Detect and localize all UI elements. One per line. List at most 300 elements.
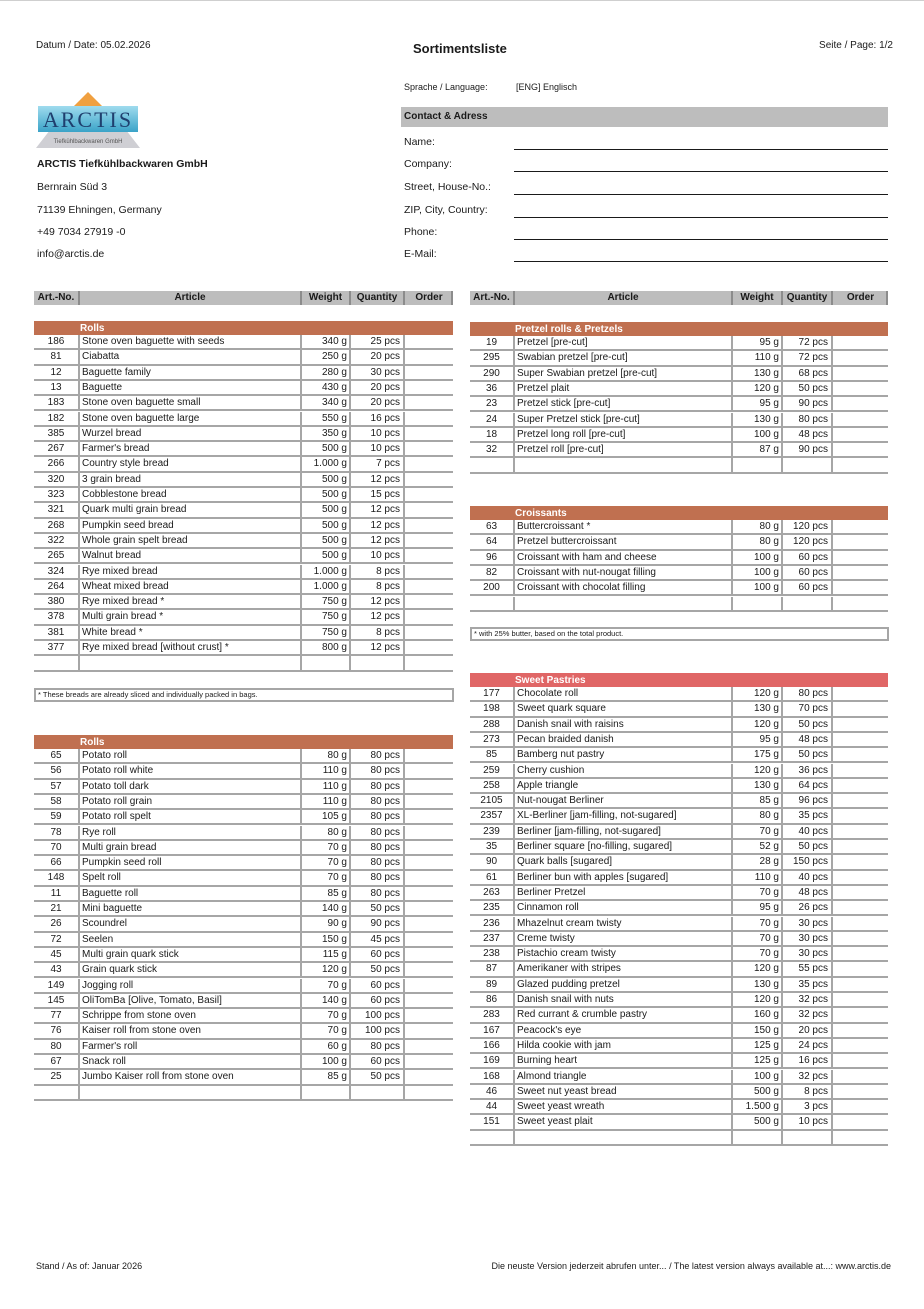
article-name [78,1086,300,1099]
article-quantity: 50 pcs [781,748,831,761]
column-header-article: Article [513,291,731,305]
article-name: Super Pretzel stick [pre-cut] [513,413,731,426]
company-email[interactable]: info@arctis.de [37,248,105,260]
table-row [34,427,453,442]
article-name: Mini baguette [78,902,300,915]
order-input[interactable] [403,749,453,762]
order-input[interactable] [403,519,453,532]
article-name: Schrippe from stone oven [78,1009,300,1022]
article-quantity: 36 pcs [781,764,831,777]
article-name [513,1131,731,1144]
article-quantity: 40 pcs [781,871,831,884]
table-row [34,396,453,411]
order-input[interactable] [831,764,888,777]
table-row [34,488,453,503]
column-header-weight: Weight [731,291,781,305]
order-input[interactable] [403,534,453,547]
article-name: Rye mixed bread [78,565,300,578]
article-weight: 100 g [300,1055,349,1068]
article-number: 385 [47,427,65,439]
article-quantity: 80 pcs [349,871,403,884]
table-row [470,886,888,901]
table-row [470,566,888,581]
order-input[interactable] [831,932,888,945]
article-weight: 70 g [731,917,781,930]
article-weight: 110 g [300,764,349,777]
article-name: Snack roll [78,1055,300,1068]
order-input[interactable] [403,963,453,976]
article-number: 235 [483,902,500,914]
table-row [470,702,888,717]
article-weight: 500 g [300,473,349,486]
article-quantity: 70 pcs [781,702,831,715]
order-input[interactable] [831,382,888,395]
order-input[interactable] [831,535,888,548]
order-input[interactable] [403,503,453,516]
order-input[interactable] [831,962,888,975]
article-quantity: 80 pcs [781,687,831,700]
order-input[interactable] [403,335,453,348]
order-input[interactable] [831,597,888,610]
article-quantity: 60 pcs [781,551,831,564]
article-number: 177 [483,688,500,699]
article-number: 85 [485,749,498,761]
table-row [34,381,453,396]
table-header-edge [886,291,888,305]
order-input[interactable] [403,396,453,409]
article-name: Baguette family [78,366,300,379]
article-quantity: 60 pcs [349,948,403,961]
footer-latest-version: Die neuste Version jederzeit abrufen unter... / The latest version always available at...: www.arctis.de [491,1261,891,1271]
table-row [34,1040,453,1055]
order-input[interactable] [831,520,888,533]
company-phone: +49 7034 27919 -0 [37,226,126,238]
order-input[interactable] [831,825,888,838]
table-row [34,457,453,472]
table-row [470,458,888,473]
order-input[interactable] [831,702,888,715]
article-weight: 125 g [731,1039,781,1052]
order-input[interactable] [403,610,453,623]
table-row [34,1055,453,1070]
order-input[interactable] [403,549,453,562]
article-weight: 95 g [731,397,781,410]
table-row [34,442,453,457]
order-input[interactable] [831,1085,888,1098]
order-input[interactable] [831,687,888,700]
article-quantity: 8 pcs [349,565,403,578]
page-title: Sortimentsliste [413,41,507,56]
order-input[interactable] [831,978,888,991]
article-name: White bread * [78,626,300,639]
order-input[interactable] [831,871,888,884]
order-input[interactable] [831,718,888,731]
article-number: 381 [47,626,65,638]
section-title: Pretzel rolls & Pretzels [515,324,623,335]
article-weight: 1.000 g [300,457,349,470]
order-input[interactable] [831,336,888,349]
contact-field-input[interactable] [514,171,888,172]
contact-field-input[interactable] [514,261,888,262]
table-row [34,749,453,764]
article-weight: 105 g [300,810,349,823]
order-input[interactable] [403,580,453,593]
table-row [470,1115,888,1130]
article-weight: 80 g [731,809,781,822]
order-input[interactable] [831,367,888,380]
article-name: Glazed pudding pretzel [513,978,731,991]
article-name: Kaiser roll from stone oven [78,1024,300,1037]
order-input[interactable] [403,427,453,440]
article-name: Pumpkin seed bread [78,519,300,532]
article-number: 45 [50,948,62,960]
article-weight: 95 g [731,733,781,746]
table-row [34,933,453,948]
order-input[interactable] [831,581,888,594]
order-input[interactable] [403,826,453,839]
order-input[interactable] [403,979,453,992]
article-name: Berliner [jam-filling, not-sugared] [513,825,731,838]
article-number: 149 [47,979,65,991]
order-input[interactable] [831,1131,888,1144]
article-quantity: 80 pcs [349,780,403,793]
article-quantity: 50 pcs [781,718,831,731]
article-number: 35 [485,841,498,852]
order-input[interactable] [403,488,453,501]
table-row [34,534,453,549]
article-number: 263 [483,886,500,898]
table-row [34,1009,453,1024]
order-input[interactable] [831,809,888,822]
article-weight: 110 g [300,795,349,808]
article-quantity: 15 pcs [349,488,403,501]
section-title: Rolls [80,323,105,334]
order-input[interactable] [831,947,888,960]
article-weight: 95 g [731,336,781,349]
article-weight: 110 g [300,780,349,793]
article-weight: 150 g [731,1024,781,1037]
article-weight: 115 g [300,948,349,961]
article-weight: 120 g [731,962,781,975]
article-weight: 85 g [300,887,349,900]
article-quantity: 48 pcs [781,428,831,441]
table-row [34,565,453,580]
article-quantity: 60 pcs [781,581,831,594]
article-quantity: 64 pcs [781,779,831,792]
table-row [470,581,888,596]
order-input[interactable] [403,917,453,930]
footnote: * with 25% butter, based on the total product. [470,627,889,641]
article-number: 258 [483,779,500,791]
order-input[interactable] [403,412,453,425]
table-row [470,1039,888,1054]
article-quantity: 96 pcs [781,794,831,807]
table-row [470,993,888,1008]
table-row [470,978,888,993]
article-quantity: 90 pcs [781,397,831,410]
table-row [34,856,453,871]
article-weight: 110 g [731,871,781,884]
order-input[interactable] [831,917,888,930]
order-input[interactable] [403,641,453,654]
article-number: 283 [483,1009,500,1021]
order-input[interactable] [403,810,453,823]
article-number: 268 [47,519,65,531]
order-input[interactable] [831,351,888,364]
order-input[interactable] [403,902,453,915]
article-number: 65 [50,750,62,761]
order-input[interactable] [831,428,888,441]
table-row [470,825,888,840]
article-name: Buttercroissant * [513,520,731,533]
contact-field-label: Street, House-No.: [404,181,491,193]
article-quantity: 50 pcs [349,902,403,915]
table-row [34,1086,453,1101]
table-row [470,413,888,428]
order-input[interactable] [831,413,888,426]
article-number: 78 [50,826,62,838]
article-number: 238 [483,948,500,960]
order-input[interactable] [403,764,453,777]
order-input[interactable] [831,458,888,471]
contact-field-input[interactable] [514,239,888,240]
order-input[interactable] [403,871,453,884]
order-input[interactable] [403,656,453,669]
order-input[interactable] [403,1009,453,1022]
order-input[interactable] [403,795,453,808]
order-input[interactable] [403,1055,453,1068]
article-quantity: 35 pcs [781,809,831,822]
article-name: 3 grain bread [78,473,300,486]
order-input[interactable] [831,993,888,1006]
order-input[interactable] [831,794,888,807]
section-title: Croissants [515,508,567,519]
order-input[interactable] [403,626,453,639]
article-name: Potato toll dark [78,780,300,793]
article-number: 264 [47,580,65,592]
table-row [470,855,888,870]
article-number [470,597,513,610]
contact-field-input[interactable] [514,149,888,150]
order-input[interactable] [831,779,888,792]
article-name: Sweet nut yeast bread [513,1085,731,1098]
article-weight: 140 g [300,994,349,1007]
table-row [34,350,453,365]
article-number: 66 [50,857,62,869]
order-input[interactable] [831,1039,888,1052]
article-number: 86 [485,994,498,1005]
order-input[interactable] [403,994,453,1007]
order-input[interactable] [831,901,888,914]
article-name: Croissant with ham and cheese [513,551,731,564]
column-header-order: Order [403,291,453,305]
article-name: Potato roll white [78,764,300,777]
article-weight: 85 g [731,794,781,807]
article-weight: 160 g [731,1008,781,1021]
article-name: Stone oven baguette with seeds [78,335,300,348]
article-number: 12 [50,366,62,378]
table-row [470,443,888,458]
table-row [470,764,888,779]
article-number: 322 [47,534,65,546]
article-name: Seelen [78,933,300,946]
order-input[interactable] [831,733,888,746]
article-quantity: 48 pcs [781,733,831,746]
order-input[interactable] [831,1024,888,1037]
contact-field-label: Company: [404,158,452,170]
order-input[interactable] [403,1086,453,1099]
section-header [470,506,888,520]
article-weight: 80 g [300,826,349,839]
order-input[interactable] [831,1100,888,1113]
article-number: 81 [50,351,62,363]
article-quantity: 3 pcs [781,1100,831,1113]
article-weight: 175 g [731,748,781,761]
table-row [470,428,888,443]
contact-field-input[interactable] [514,217,888,218]
order-input[interactable] [831,1054,888,1067]
order-input[interactable] [831,397,888,410]
column-header-art-no: Art.-No. [37,292,75,303]
article-quantity: 12 pcs [349,534,403,547]
table-row [470,779,888,794]
order-input[interactable] [403,841,453,854]
table-row [470,871,888,886]
article-weight [300,656,349,669]
article-number: 59 [50,811,62,823]
table-row [470,535,888,550]
table-row [470,962,888,977]
company-street: Bernrain Süd 3 [37,181,108,193]
article-quantity: 25 pcs [349,335,403,348]
article-weight: 350 g [300,427,349,440]
order-input[interactable] [831,443,888,456]
article-weight: 100 g [731,1070,781,1083]
article-weight: 280 g [300,366,349,379]
order-input[interactable] [403,1070,453,1083]
article-name: Cherry cushion [513,764,731,777]
article-number: 380 [47,596,65,608]
table-row [470,809,888,824]
article-quantity: 80 pcs [349,749,403,762]
article-quantity: 8 pcs [781,1085,831,1098]
article-quantity: 32 pcs [781,993,831,1006]
order-input[interactable] [831,1008,888,1021]
order-input[interactable] [403,780,453,793]
order-input[interactable] [403,457,453,470]
language-value[interactable]: [ENG] Englisch [516,82,578,92]
order-input[interactable] [403,350,453,363]
order-input[interactable] [831,551,888,564]
article-name: Pretzel buttercroissant [513,535,731,548]
table-header-edge [451,291,453,305]
article-number: 77 [50,1010,62,1022]
article-name: Jumbo Kaiser roll from stone oven [78,1070,300,1083]
order-input[interactable] [403,933,453,946]
order-input[interactable] [403,1024,453,1037]
column-header-weight: Weight [300,291,349,305]
table-row [470,597,888,612]
table-row [470,351,888,366]
order-input[interactable] [831,566,888,579]
table-row [34,473,453,488]
order-input[interactable] [831,1115,888,1128]
article-weight: 500 g [731,1115,781,1128]
article-weight: 800 g [300,641,349,654]
article-quantity: 10 pcs [781,1115,831,1128]
order-input[interactable] [403,381,453,394]
article-number [34,656,78,669]
order-input[interactable] [831,886,888,899]
article-name: Berliner square [no-filling, sugared] [513,840,731,853]
section-header [34,321,453,335]
contact-field-input[interactable] [514,194,888,195]
article-number: 259 [483,764,500,776]
article-quantity: 60 pcs [349,994,403,1007]
article-name: Sweet yeast wreath [513,1100,731,1113]
article-number: 239 [483,825,500,837]
article-weight [300,1086,349,1099]
table-row [470,1085,888,1100]
order-input[interactable] [403,565,453,578]
table-row [470,947,888,962]
article-weight: 80 g [731,520,781,533]
order-input[interactable] [403,1040,453,1053]
table-row [34,503,453,518]
order-input[interactable] [403,948,453,961]
article-number: 13 [50,381,62,393]
article-quantity: 60 pcs [349,979,403,992]
table-row [470,901,888,916]
article-number: 63 [485,521,498,532]
table-row [470,397,888,412]
article-number: 56 [50,765,62,777]
article-number: 236 [483,917,500,929]
order-input[interactable] [831,1070,888,1083]
article-number: 57 [50,780,62,792]
article-weight: 500 g [300,519,349,532]
table-row [34,780,453,795]
article-name [78,656,300,669]
order-input[interactable] [403,856,453,869]
order-input[interactable] [403,887,453,900]
order-input[interactable] [831,748,888,761]
article-weight: 500 g [300,442,349,455]
article-quantity: 26 pcs [781,901,831,914]
article-weight: 500 g [300,488,349,501]
article-name: Quark balls [sugared] [513,855,731,868]
article-name: Almond triangle [513,1070,731,1083]
article-name: Country style bread [78,457,300,470]
table-row [470,748,888,763]
order-input[interactable] [403,366,453,379]
order-input[interactable] [831,855,888,868]
article-name: Ciabatta [78,350,300,363]
order-input[interactable] [403,473,453,486]
article-weight: 70 g [300,856,349,869]
article-number: 320 [47,473,65,485]
table-header [470,291,888,305]
order-input[interactable] [403,442,453,455]
article-name: Pretzel stick [pre-cut] [513,397,731,410]
article-weight [731,597,781,610]
article-weight [731,458,781,471]
table-row [34,580,453,595]
article-number: 70 [50,841,62,853]
article-number: 82 [485,566,498,578]
order-input[interactable] [403,595,453,608]
order-input[interactable] [831,840,888,853]
